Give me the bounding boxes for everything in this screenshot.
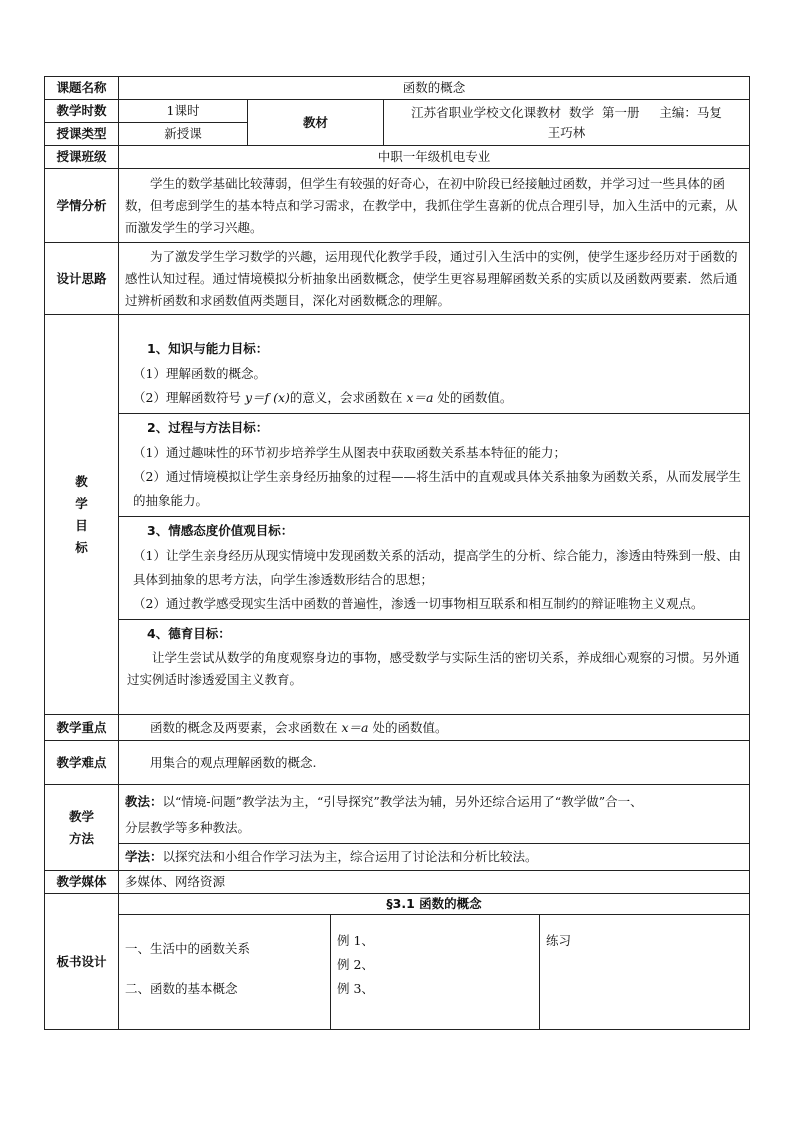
row-board <box>45 894 750 1030</box>
goal-heading-attitude: 3、情感态度价值观目标： <box>147 523 294 538</box>
teach-method-block <box>119 785 749 844</box>
row-key-point <box>45 715 750 741</box>
formula-x-a-key: x＝a <box>341 719 369 735</box>
board-col2-item3: 例 3、 <box>337 981 374 996</box>
row-difficulty <box>45 741 750 785</box>
difficulty-cell <box>119 741 750 785</box>
row-title <box>45 77 750 100</box>
goal-section-moral <box>119 620 749 694</box>
methods-label-line1: 教学 <box>68 808 94 824</box>
board-col3-item1: 练习 <box>546 933 572 948</box>
design-text: 为了激发学生学习数学的兴趣，运用现代化教学手段，通过引入生活中的实例，使学生逐步经历对于函数的感性认知过程。通过情境模拟分析抽象出函数概念，使学生更容易理解函数关系的实质以及函数两要素．然后通过辨析函数和求函数值两类题目，深化对函数概念的理解。 <box>125 248 738 308</box>
board-col1-item2: 二、函数的基本概念 <box>125 981 238 996</box>
key-point-text <box>125 717 743 739</box>
analysis-text: 学生的数学基础比较薄弱，但学生有较强的好奇心，在初中阶段已经接触过函数，并学习过一些具体的函数，但考虑到学生的基本特点和学习需求，在教学中，我抓住学生喜新的优点合理引导，加入生活中的元素，从而激发学生的学习兴趣。 <box>125 175 738 235</box>
goals-label-char2: 学 <box>75 495 88 511</box>
goals-label <box>45 315 119 715</box>
goal-knowledge-item2-b: 的意义，会求函数在 <box>289 390 407 405</box>
row-class <box>45 146 750 169</box>
difficulty-label: 教学难点 <box>45 741 119 785</box>
type-label: 授课类型 <box>45 123 119 146</box>
goal-heading-knowledge: 1、知识与能力目标： <box>147 341 269 356</box>
board-title: §3.1 函数的概念 <box>119 894 749 915</box>
goal-moral-text: 让学生尝试从数学的角度观察身边的事物，感受数学与实际生活的密切关系，养成细心观察的习惯。另外通过实例适时渗透爱国主义教育。 <box>127 650 740 687</box>
goal-heading-process: 2、过程与方法目标： <box>147 420 269 435</box>
goal-knowledge-item2-c: 处的函数值。 <box>433 390 513 405</box>
row-analysis <box>45 169 750 243</box>
board-col2-item1: 例 1、 <box>337 933 374 948</box>
row-media <box>45 871 750 894</box>
row-methods <box>45 785 750 871</box>
key-point-text-a: 函数的概念及两要素，会求函数在 <box>150 719 342 735</box>
goals-label-char1: 教 <box>75 473 88 489</box>
goals-label-char3: 目 <box>75 517 88 533</box>
learn-method-text: 以探究法和小组合作学习法为主，综合运用了讨论法和分析比较法。 <box>162 849 538 864</box>
goal-knowledge-item1: （1）理解函数的概念。 <box>133 366 266 381</box>
analysis-label: 学情分析 <box>45 169 119 243</box>
key-point-text-b: 处的函数值。 <box>368 719 448 735</box>
teach-method-line2: 分层教学等多种教法。 <box>125 820 251 835</box>
board-columns <box>119 915 749 1029</box>
title-label: 课题名称 <box>45 77 119 100</box>
row-hours <box>45 100 750 123</box>
design-label: 设计思路 <box>45 243 119 315</box>
class-label: 授课班级 <box>45 146 119 169</box>
learn-method-label: 学法： <box>125 849 163 864</box>
key-point-label: 教学重点 <box>45 715 119 741</box>
goals-cell <box>119 315 750 715</box>
goals-label-char4: 标 <box>75 539 88 555</box>
textbook-label: 教材 <box>248 100 384 146</box>
goal-process-item1: （1）通过趣味性的环节初步培养学生从图表中获取函数关系基本特征的能力； <box>133 445 566 460</box>
type-value: 新授课 <box>119 123 248 146</box>
lesson-plan-table <box>44 76 750 1030</box>
board-label: 板书设计 <box>45 894 119 1030</box>
media-label: 教学媒体 <box>45 871 119 894</box>
design-cell <box>119 243 750 315</box>
teach-method-label: 教法： <box>125 794 163 809</box>
row-goals <box>45 315 750 715</box>
hours-value: 1课时 <box>119 100 248 123</box>
difficulty-text: 用集合的观点理解函数的概念. <box>150 754 317 770</box>
teach-method-text1: 以“情境-问题”教学法为主，“引导探究”教学法为辅，另外还综合运用了“教学做”合一、 <box>162 794 643 809</box>
formula-x-a: x＝a <box>406 390 434 405</box>
methods-label <box>45 785 119 871</box>
hours-label: 教学时数 <box>45 100 119 123</box>
board-cell <box>119 894 750 1030</box>
class-value: 中职一年级机电专业 <box>119 146 750 169</box>
goal-knowledge-item2-a: （2）理解函数符号 <box>133 390 245 405</box>
textbook-value <box>384 100 750 146</box>
key-point-cell <box>119 715 750 741</box>
board-col-examples <box>331 915 540 1029</box>
goal-section-knowledge <box>119 335 749 414</box>
lesson-plan-sheet <box>44 76 749 1030</box>
board-col1-item1: 一、生活中的函数关系 <box>125 941 251 956</box>
learn-method-line <box>119 844 749 870</box>
formula-y-fx: y＝f (x) <box>244 390 290 405</box>
lesson-title: 函数的概念 <box>119 77 750 100</box>
methods-cell <box>119 785 750 871</box>
analysis-cell <box>119 169 750 243</box>
goal-attitude-item2: （2）通过教学感受现实生活中函数的普遍性，渗透一切事物相互联系和相互制约的辩证唯物主义观点。 <box>133 596 704 611</box>
teach-method-line1 <box>119 789 749 815</box>
goal-section-process <box>119 414 749 517</box>
goal-attitude-item1: （1）让学生亲身经历从现实情境中发现函数关系的活动，提高学生的分析、综合能力，渗透由特殊到一般、由具体到抽象的思考方法，向学生渗透数形结合的思想； <box>133 548 741 587</box>
goal-process-item2: （2）通过情境模拟让学生亲身经历抽象的过程——将生活中的直观或具体关系抽象为函数关系，从而发展学生的抽象能力。 <box>133 469 741 508</box>
board-col2-item2: 例 2、 <box>337 957 374 972</box>
media-text: 多媒体、网络资源 <box>119 871 750 894</box>
textbook-line1: 江苏省职业学校文化课教材 数学 第一册 主编：马复 <box>411 104 722 120</box>
goal-knowledge-item2 <box>127 386 741 410</box>
board-col-practice <box>540 915 749 1029</box>
methods-label-line2: 方法 <box>68 830 94 846</box>
textbook-line2: 王巧林 <box>547 124 586 140</box>
board-col-concepts <box>119 915 331 1029</box>
row-design <box>45 243 750 315</box>
goal-section-attitude <box>119 517 749 620</box>
goal-heading-moral: 4、德育目标： <box>147 626 231 641</box>
